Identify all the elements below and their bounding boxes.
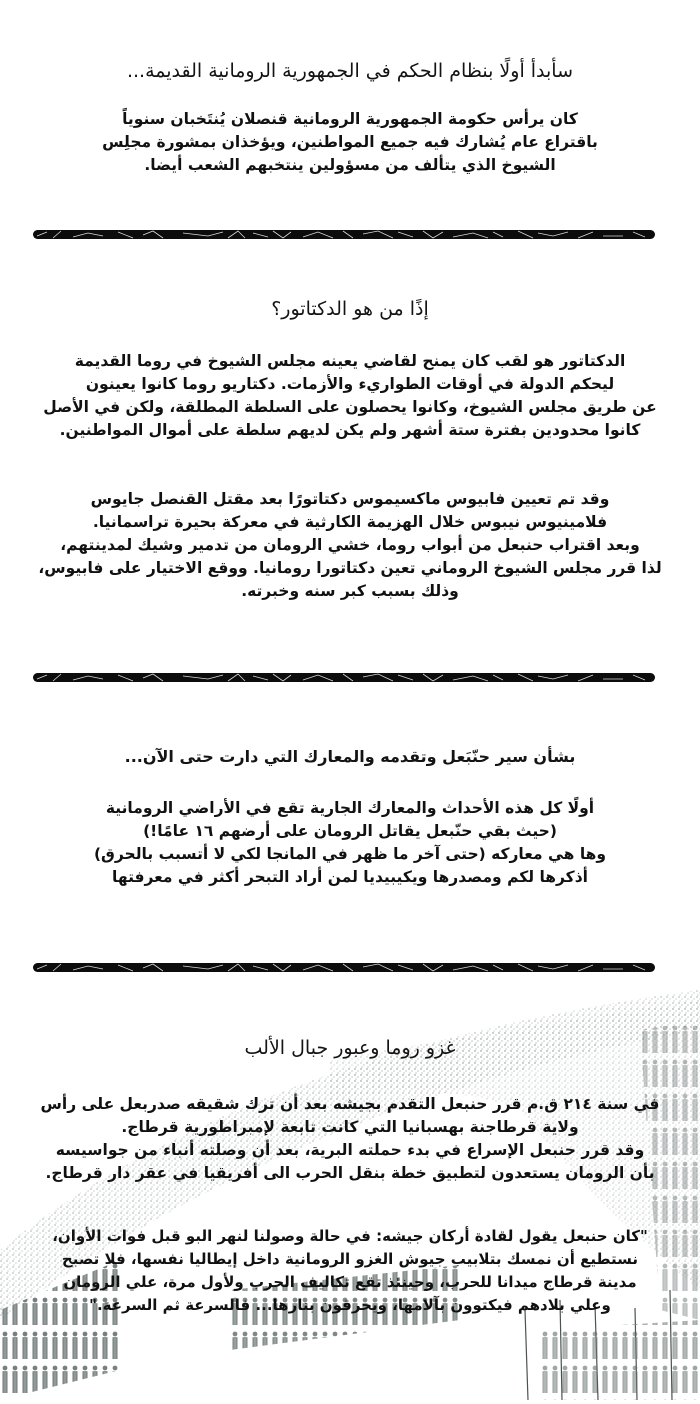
text-line: في سنة ٢١٤ ق.م قرر حنبعل التقدم بجيشه بعد أن ترك شقيقه صدربعل على رأس: [40, 1095, 660, 1113]
text-line: كان يرأس حكومة الجمهورية الرومانية قنصلان يُنتَخبان سنوياً: [122, 110, 578, 128]
text-line: باقتراع عام يُشارك فيه جميع المواطنين، ويؤخذان بمشورة مجلِس: [102, 133, 598, 151]
paragraph-dictator-definition: [24, 350, 676, 442]
text-line: الشيوخ الذي يتألف من مسؤولين ينتخبهم الشعب أيضا.: [144, 156, 556, 174]
section-heading-hannibal-progress: بشأن سير حنّبَعل وتقدمه والمعارك التي دارت حتى الآن...: [124, 747, 576, 766]
text-line: وعلي بلادهم فيكتوون بآلامها، ويحرقون بنارها... فالسرعة ثم السرعة.": [89, 1296, 611, 1314]
paragraph-consuls: [24, 108, 676, 177]
paragraph-hannibal-march: [24, 1093, 676, 1185]
section-heading-roman-government: سأبدأ أولًا بنظام الحكم في الجمهورية الرومانية القديمة...: [126, 60, 574, 82]
text-line: وها هي معاركه (حتى آخر ما ظهر في المانجا لكي لا أتسبب بالحرق): [93, 845, 607, 863]
text-line: مدينة قرطاج ميدانا للحرب، وحينئذ تقع تكاليف الحرب ولأول مرة، علي الرومان: [63, 1273, 637, 1291]
shattered-pattern-icon: [33, 963, 655, 972]
text-line: وقد قرر حنبعل الإسراع في بدء حملته البرية، بعد أن وصلته أنباء من جواسيسه: [55, 1141, 645, 1159]
text-line: ولاية قرطاجنة بهسبانيا التي كانت تابعة لإمبراطورية قرطاج.: [121, 1118, 579, 1136]
text-line: لذا قرر مجلس الشيوخ الروماني تعين دكتاتورا رومانيا. ووقع الاختيار على فابيوس،: [38, 559, 662, 577]
text-line: "كان حنبعل يقول لقادة أركان جيشه: في حالة وصولنا لنهر البو قبل فوات الأوان،: [52, 1227, 648, 1245]
text-line: (حيث بقي حنّبعل يقاتل الرومان على أرضهم ١٦ عامًا!): [143, 822, 557, 840]
text-line: أولًا كل هذه الأحداث والمعارك الجارية تقع في الأراضي الرومانية: [105, 799, 595, 817]
text-line: عن طريق مجلس الشيوخ، وكانوا يحصلون على السلطة المطلقة، ولكن في الأصل: [43, 398, 657, 416]
text-line: فلامينيوس نيبوس خلال الهزيمة الكارثية في معركة بحيرة تراسمانيا.: [92, 513, 608, 531]
paragraph-hannibal-quote: [24, 1225, 676, 1317]
text-line: بأن الرومان يستعدون لتطبيق خطة بنقل الحرب الى أفريقيا في عقر دار قرطاج.: [45, 1164, 655, 1182]
text-line: نستطيع أن نمسك بتلابيب جيوش الغزو الرومانية داخل إيطاليا نفسها، فلا تصبح: [61, 1250, 639, 1268]
text-line: أذكرها لكم ومصدرها ويكيبيديا لمن أراد التبحر أكثر في معرفتها: [112, 868, 588, 886]
text-line: كانوا محدودين بفترة ستة أشهر ولم يكن لديهم سلطة على أموال المواطنين.: [59, 421, 641, 439]
paragraph-fabius-appointment: [24, 488, 676, 603]
text-line: ليحكم الدولة في أوقات الطواريء والأزمات. دكتاريو روما كانوا يعينون: [85, 375, 615, 393]
section-divider: [33, 230, 655, 239]
section-divider: [33, 963, 655, 972]
section-heading-who-is-dictator: إذًا من هو الدكتاتور؟: [271, 298, 429, 320]
section-divider: [33, 673, 655, 682]
shattered-pattern-icon: [33, 673, 655, 682]
text-line: الدكتاتور هو لقب كان يمنح لقاضي يعينه مجلس الشيوخ في روما القديمة: [74, 352, 626, 370]
text-line: وذلك بسبب كبر سنه وخبرته.: [241, 582, 459, 600]
text-line: وبعد اقتراب حنبعل من أبواب روما، خشي الرومان من تدمير وشيك لمدينتهم،: [60, 536, 640, 554]
section-heading-invasion-alps: غزو روما وعبور جبال الألب: [244, 1037, 456, 1059]
paragraph-battles-intro: [24, 797, 676, 889]
text-line: وقد تم تعيين فابيوس ماكسيموس دكتاتورًا بعد مقتل القنصل جايوس: [90, 490, 610, 508]
shattered-pattern-icon: [33, 230, 655, 239]
